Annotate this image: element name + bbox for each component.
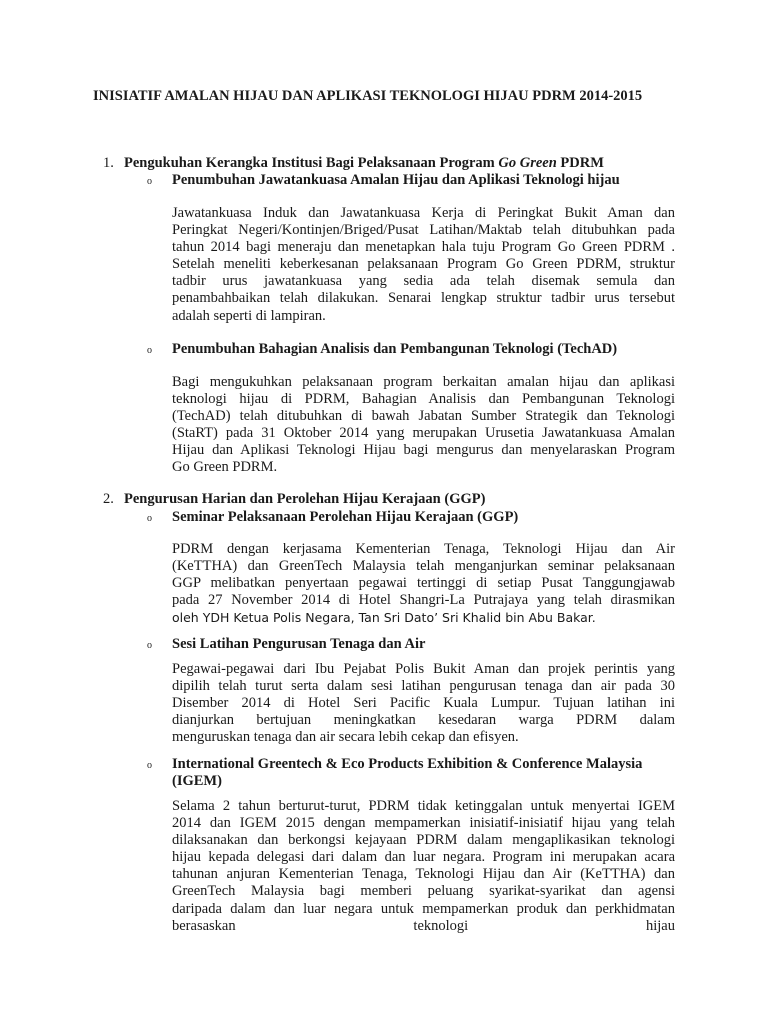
subsection-heading: International Greentech & Eco Products Exhibition & Conference Malaysia (IGEM) [172,756,643,789]
subsection-heading: Penumbuhan Jawatankuasa Amalan Hijau dan Aplikasi Teknologi hijau [172,172,620,188]
section-number: 2. [103,491,114,507]
subsection-heading: Penumbuhan Bahagian Analisis dan Pembangunan Teknologi (TechAD) [172,341,618,357]
bullet-marker: o [147,345,152,356]
bullet-marker: o [147,513,152,524]
subsection-heading: Seminar Pelaksanaan Perolehan Hijau Kerajaan (GGP) [172,509,519,525]
paragraph: PDRM dengan kerjasama Kementerian Tenaga, Teknologi Hijau dan Air (KeTTHA) dan GreenTech Malaysia telah menganjurkan seminar pelaksanaan GGP melibatkan penyertaan pegawai tertinggi di setiap Pusat Tanggungjawab pada 27 November 2014 di Hotel Shangri-La Putrajaya yang telah dirasmikan oleh YDH Ketua Polis Negara, Tan Sri Dato’ Sri Khalid bin Abu Bakar. [172,541,675,626]
section-heading: Pengukuhan Kerangka Institusi Bagi Pelaksanaan Program Go Green PDRM [124,155,604,171]
paragraph: Pegawai-pegawai dari Ibu Pejabat Polis Bukit Aman dan projek perintis yang dipilih telah turut serta dalam sesi latihan pengurusan tenaga dan air pada 30 Disember 2014 di Hotel Seri Pacific Kuala Lumpur. Tujuan latihan ini dianjurkan bertujuan meningkatkan kesedaran warga PDRM dalam menguruskan tenaga dan air secara lebih cekap dan efisyen. [172,661,675,746]
section-heading: Pengurusan Harian dan Perolehan Hijau Kerajaan (GGP) [124,491,486,507]
bullet-marker: o [147,176,152,187]
document-title: INISIATIF AMALAN HIJAU DAN APLIKASI TEKNOLOGI HIJAU PDRM 2014-2015 [93,88,643,104]
section-number: 1. [103,155,114,171]
bullet-marker: o [147,640,152,651]
paragraph: Jawatankuasa Induk dan Jawatankuasa Kerja di Peringkat Bukit Aman dan Peringkat Negeri/Kontinjen/Briged/Pusat Latihan/Maktab telah ditubuhkan pada tahun 2014 bagi meneraju dan menetapkan hala tuju Program Go Green PDRM . Setelah meneliti keberkesanan pelaksanaan Program Go Green PDRM, struktur tadbir urus jawatankuasa yang sedia ada telah disemak semula dan penambahbaikan telah dilakukan. Senarai lengkap struktur tadbir urus tersebut adalah seperti di lampiran. [172,205,675,324]
bullet-marker: o [147,760,152,771]
subsection-heading: Sesi Latihan Pengurusan Tenaga dan Air [172,636,426,652]
paragraph: Bagi mengukuhkan pelaksanaan program berkaitan amalan hijau dan aplikasi teknologi hijau di PDRM, Bahagian Analisis dan Pembangunan Teknologi (TechAD) telah ditubuhkan di bawah Jabatan Sumber Strategik dan Teknologi (StaRT) pada 31 Oktober 2014 yang merupakan Urusetia Jawatankuasa Amalan Hijau dan Aplikasi Teknologi Hijau bagi mengurus dan menyelaraskan Program Go Green PDRM. [172,374,675,476]
paragraph: Selama 2 tahun berturut-turut, PDRM tidak ketinggalan untuk menyertai IGEM 2014 dan IGEM 2015 dengan mempamerkan inisiatif-inisiatif hijau yang telah dilaksanakan dan berkongsi kejayaan PDRM dalam mengaplikasikan teknologi hijau kepada delegasi dari dalam dan luar negara. Program ini merupakan acara tahunan anjuran Kementerian Tenaga, Teknologi Hijau dan Air (KeTTHA) dan GreenTech Malaysia bagi memberi peluang syarikat-syarikat dan agensi daripada dalam dan luar negara untuk mempamerkan produk dan perkhidmatan berasaskan teknologi hijau [172,798,675,934]
